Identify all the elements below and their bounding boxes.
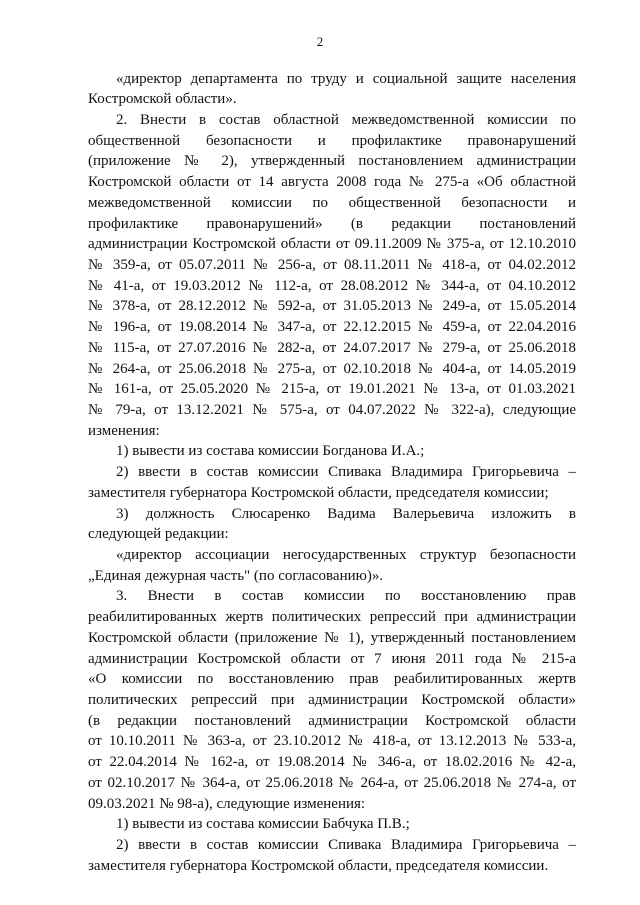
text-line: межведомственной комиссии по общественной безопасности и [88,195,576,211]
text-line: заместителя губернатора Костромской области, председателя комиссии; [88,485,549,501]
text-line: № 378-а, от 28.12.2012 № 592-а, от 31.05.2013 № 249-а, от 15.05.2014 [88,298,576,314]
text-line: «директор ассоциации негосударственных структур безопасности [116,547,576,563]
text-line: профилактике правонарушений» (в редакции постановлений [88,216,576,232]
text-line: политических репрессий при администрации Костромской области» [88,692,576,708]
text-line: 3) должность Слюсаренко Вадима Валерьевича изложить в [116,506,576,522]
text-line: администрации Костромской области от 7 июня 2011 года № 215-а [88,651,576,667]
text-line: от 10.10.2011 № 363-а, от 23.10.2012 № 418-а, от 13.12.2013 № 533-а, [88,733,576,749]
text-line: 2) ввести в состав комиссии Спивака Владимира Григорьевича – [116,464,576,480]
text-line: № 359-а, от 05.07.2011 № 256-а, от 08.11.2011 № 418-а, от 04.02.2012 [88,257,576,273]
text-line: № 196-а, от 19.08.2014 № 347-а, от 22.12.2015 № 459-а, от 22.04.2016 [88,319,576,335]
text-line: 1) вывести из состава комиссии Бабчука П.В.; [116,816,410,832]
page-number: 2 [316,34,324,49]
text-line: Костромской области (приложение № 1), утвержденный постановлением [88,630,576,646]
text-line: от 02.10.2017 № 364-а, от 25.06.2018 № 264-а, от 25.06.2018 № 274-а, от [88,775,576,791]
text-line: Костромской области». [88,91,237,107]
text-line: от 22.04.2014 № 162-а, от 19.08.2014 № 346-а, от 18.02.2016 № 42-а, [88,754,576,770]
text-line: № 41-а, от 19.03.2012 № 112-а, от 28.08.2012 № 344-а, от 04.10.2012 [88,278,576,294]
text-line: изменения: [88,423,160,439]
text-line: № 161-а, от 25.05.2020 № 215-а, от 19.01.2021 № 13-а, от 01.03.2021 [88,381,576,397]
text-line: заместителя губернатора Костромской области, председателя комиссии. [88,858,549,874]
text-line: № 264-а, от 25.06.2018 № 275-а, от 02.10.2018 № 404-а, от 14.05.2019 [88,361,576,377]
text-line: 2. Внести в состав областной межведомственной комиссии по [116,112,576,128]
text-line: «О комиссии по восстановлению прав реабилитированных жертв [88,671,576,687]
text-line: „Единая дежурная часть" (по согласованию)». [88,568,384,584]
text-line: Костромской области от 14 августа 2008 года № 275-а «Об областной [88,174,576,190]
text-line: «директор департамента по труду и социальной защите населения [116,71,576,87]
text-line: 3. Внести в состав комиссии по восстановлению прав [116,588,576,604]
text-line: (в редакции постановлений администрации Костромской области [88,713,576,729]
text-line: реабилитированных жертв политических репрессий при администрации [88,609,576,625]
text-line: № 115-а, от 27.07.2016 № 282-а, от 24.07.2017 № 279-а, от 25.06.2018 [88,340,576,356]
text-line: № 79-а, от 13.12.2021 № 575-а, от 04.07.2022 № 322-а), следующие [88,402,576,418]
text-line: следующей редакции: [88,526,229,542]
text-line: общественной безопасности и профилактике правонарушений [88,133,576,149]
text-line: администрации Костромской области от 09.11.2009 № 375-а, от 12.10.2010 [88,236,576,252]
text-line: 2) ввести в состав комиссии Спивака Владимира Григорьевича – [116,837,576,853]
text-line: 1) вывести из состава комиссии Богданова И.А.; [116,443,425,459]
text-line: 09.03.2021 № 98-а), следующие изменения: [88,796,366,812]
text-line: (приложение № 2), утвержденный постановлением администрации [88,153,576,169]
